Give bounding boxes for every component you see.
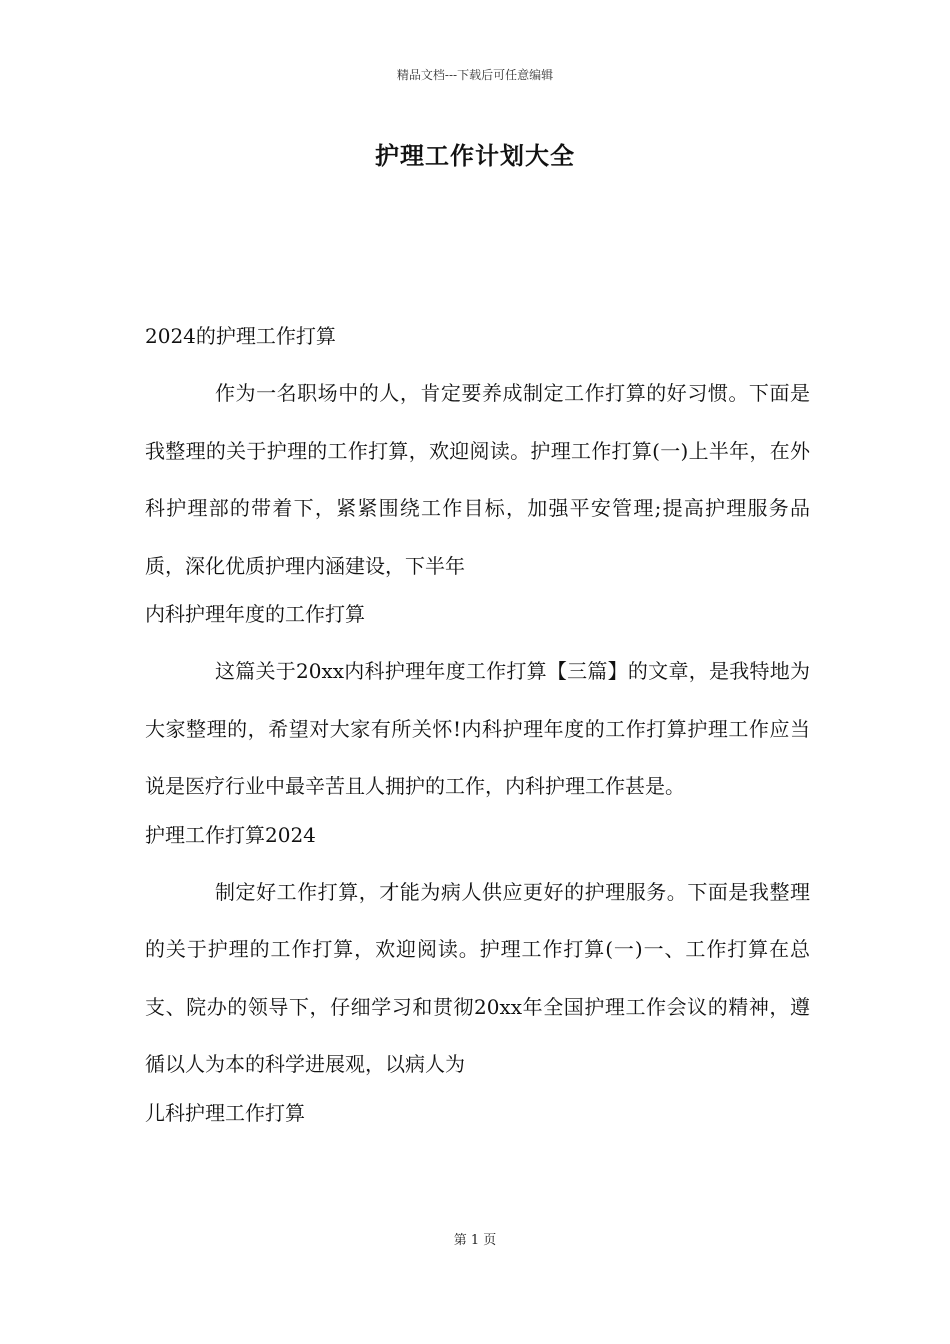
section-heading-2: 内科护理年度的工作打算: [145, 602, 365, 626]
section-paragraph-3: 制定好工作打算，才能为病人供应更好的护理服务。下面是我整理的关于护理的工作打算，欢迎阅读。护理工作打算(一)一、工作打算在总支、院办的领导下，仔细学习和贯彻20xx年全国护理工作会议的精神，遵循以人为本的科学进展观，以病人为: [145, 879, 810, 1076]
section-heading-3: 护理工作打算2024: [145, 822, 316, 847]
section-paragraph-2: 这篇关于20xx内科护理年度工作打算【三篇】的文章，是我特地为大家整理的，希望对大家有所关怀!内科护理年度的工作打算护理工作应当说是医疗行业中最辛苦且人拥护的工作，内科护理工作甚是。: [145, 659, 810, 798]
document-title: 护理工作计划大全: [375, 141, 575, 170]
header-note: 精品文档---下载后可任意编辑: [396, 68, 554, 82]
document-body: [145, 318, 810, 1131]
section-paragraph-1: 作为一名职场中的人，肯定要养成制定工作打算的好习惯。下面是我整理的关于护理的工作打算，欢迎阅读。护理工作打算(一)上半年，在外科护理部的带着下，紧紧围绕工作目标，加强平安管理;提高护理服务品质，深化优质护理内涵建设，下半年: [145, 381, 810, 578]
page-number: 第 1 页: [453, 1233, 497, 1248]
section-heading-1: 2024的护理工作打算: [145, 324, 336, 348]
section-heading-4: 儿科护理工作打算: [145, 1100, 305, 1125]
